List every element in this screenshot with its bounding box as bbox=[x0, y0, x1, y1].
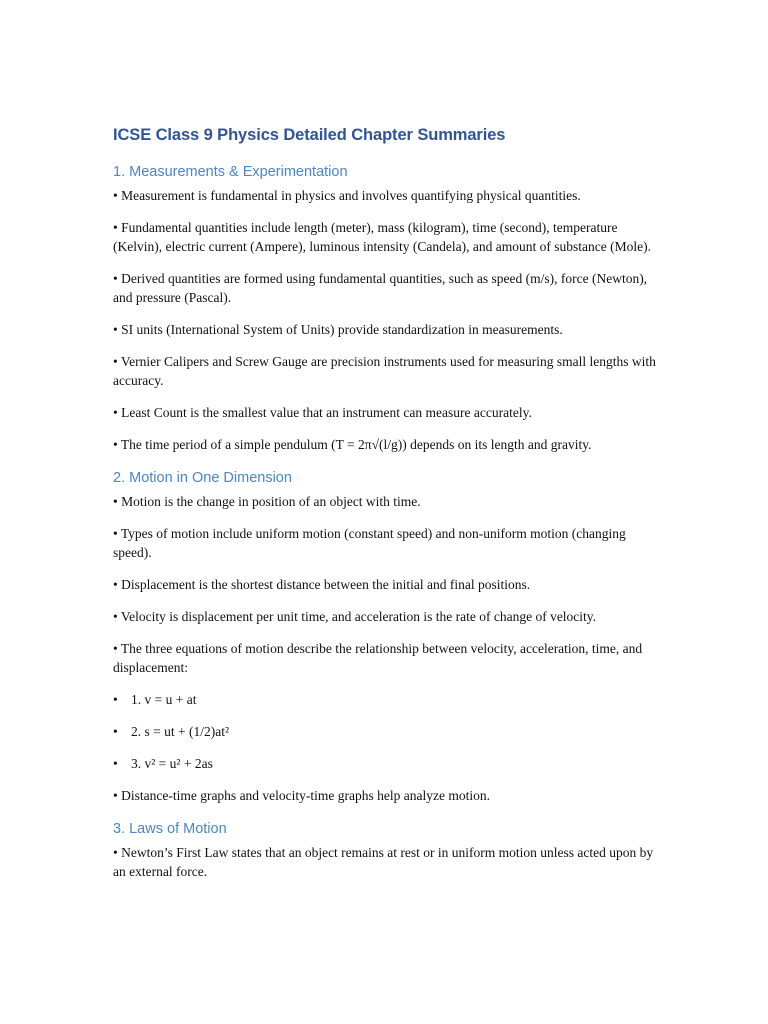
bullet-paragraph: • Motion is the change in position of an object with time. bbox=[113, 494, 421, 509]
equation-text: 2. s = ut + (1/2)at² bbox=[131, 724, 230, 739]
bullet-paragraph: • Fundamental quantities include length (meter), mass (kilogram), time (second), temperature (Kelvin), electric current (Ampere), luminous intensity (Candela), and amount of substance (Mole). bbox=[113, 220, 651, 254]
section-measurements bbox=[113, 162, 658, 454]
equation-list-item bbox=[113, 722, 658, 741]
bullet-paragraph: • Vernier Calipers and Screw Gauge are precision instruments used for measuring small lengths with accuracy. bbox=[113, 354, 656, 388]
bullet-paragraph: • Velocity is displacement per unit time, and acceleration is the rate of change of velocity. bbox=[113, 609, 597, 624]
section-heading: 2. Motion in One Dimension bbox=[113, 470, 292, 486]
bullet-glyph: • bbox=[113, 756, 118, 771]
bullet-paragraph: • Measurement is fundamental in physics and involves quantifying physical quantities. bbox=[113, 188, 581, 203]
bullet-paragraph: • SI units (International System of Units) provide standardization in measurements. bbox=[113, 322, 563, 337]
section-heading: 3. Laws of Motion bbox=[113, 821, 227, 837]
equation-list-item bbox=[113, 754, 658, 773]
section-heading: 1. Measurements & Experimentation bbox=[113, 164, 348, 180]
equation-list-item bbox=[113, 690, 658, 709]
bullet-paragraph: • The time period of a simple pendulum (T = 2π√(l/g)) depends on its length and gravity. bbox=[113, 437, 592, 452]
bullet-paragraph: • Newton’s First Law states that an object remains at rest or in uniform motion unless acted upon by an external force. bbox=[113, 845, 654, 879]
bullet-glyph: • bbox=[113, 692, 118, 707]
section-laws-of-motion bbox=[113, 819, 658, 881]
bullet-paragraph: • Least Count is the smallest value that an instrument can measure accurately. bbox=[113, 405, 532, 420]
bullet-glyph: • bbox=[113, 724, 118, 739]
equation-text: 3. v² = u² + 2as bbox=[131, 756, 213, 771]
section-motion-one-dimension bbox=[113, 468, 658, 805]
equation-text: 1. v = u + at bbox=[131, 692, 197, 707]
bullet-paragraph: • Derived quantities are formed using fundamental quantities, such as speed (m/s), force (Newton), and pressure (Pascal). bbox=[113, 271, 648, 305]
document-title: ICSE Class 9 Physics Detailed Chapter Summaries bbox=[113, 126, 506, 144]
bullet-paragraph: • Types of motion include uniform motion (constant speed) and non-uniform motion (changing speed). bbox=[113, 526, 626, 560]
bullet-paragraph: • Displacement is the shortest distance between the initial and final positions. bbox=[113, 577, 531, 592]
bullet-paragraph: • The three equations of motion describe the relationship between velocity, acceleration, time, and displacement: bbox=[113, 641, 643, 675]
bullet-paragraph: • Distance-time graphs and velocity-time graphs help analyze motion. bbox=[113, 788, 490, 803]
document-content bbox=[113, 124, 658, 894]
